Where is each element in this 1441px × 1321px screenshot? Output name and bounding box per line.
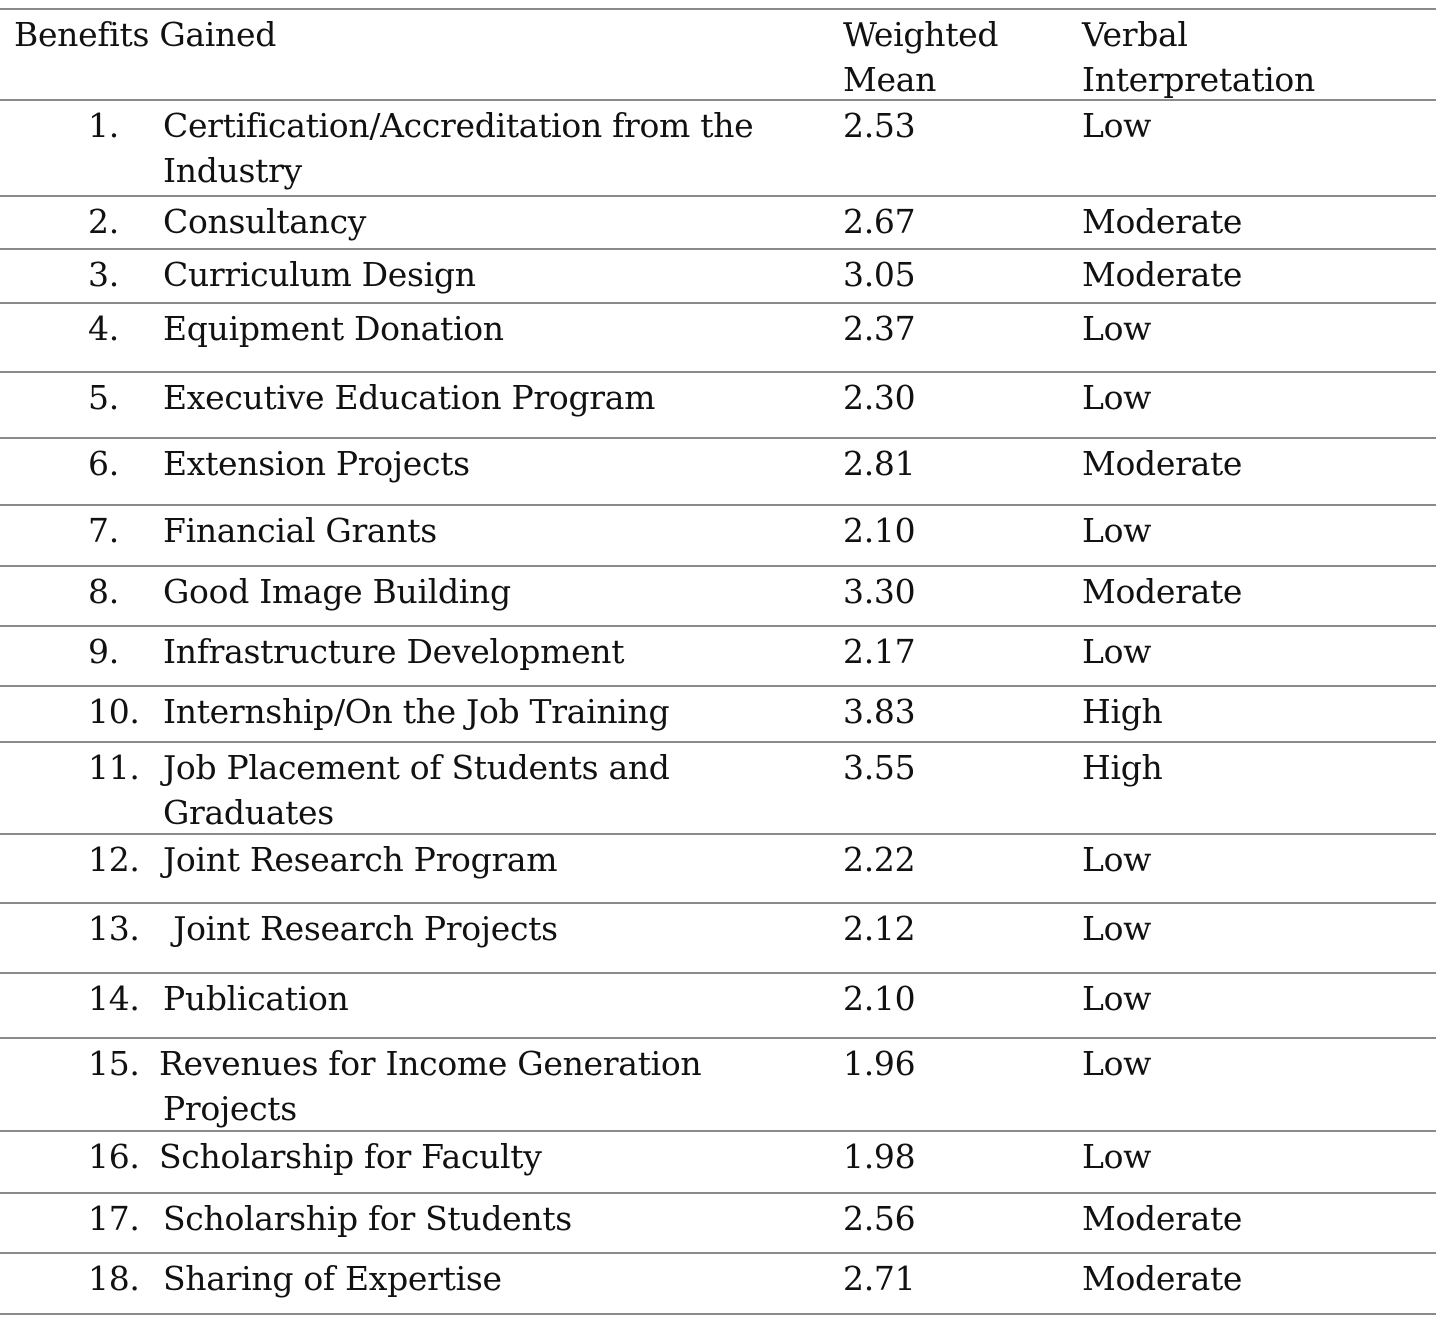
weighted-mean-value: 2.30 [843,378,916,417]
verbal-interpretation-value: Low [1082,1137,1152,1176]
verbal-interpretation-value: Low [1082,1044,1152,1083]
benefit-label-line1: Certification/Accreditation from the [163,106,754,145]
row-divider [0,741,1436,743]
row-number: 12. [88,840,140,879]
benefit-label-line1: Financial Grants [163,511,437,550]
benefit-label-line1: Scholarship for Faculty [159,1137,542,1176]
benefit-label [163,689,669,734]
row-divider [0,302,1436,304]
benefit-label-line1: Extension Projects [163,444,470,483]
benefit-label-line1: Revenues for Income Generation [159,1044,702,1083]
benefit-label-line1: Curriculum Design [163,255,476,294]
verbal-interpretation-value: High [1082,692,1163,731]
row-number: 16. [88,1137,140,1176]
benefit-label-line1: Consultancy [163,202,367,241]
weighted-mean-value: 2.22 [843,840,916,879]
row-number: 11. [88,748,140,787]
row-number: 14. [88,979,140,1018]
header-weighted-mean-line1: Weighted [843,15,999,54]
weighted-mean-value: 2.81 [843,444,916,483]
verbal-interpretation-value: Moderate [1082,255,1243,294]
row-number: 9. [88,632,119,671]
row-divider [0,437,1436,439]
weighted-mean-value: 2.17 [843,632,916,671]
header-verbal-line1: Verbal [1082,15,1188,54]
row-divider [0,371,1436,373]
weighted-mean-value: 2.67 [843,202,916,241]
row-number: 18. [88,1259,140,1298]
verbal-interpretation-value: Low [1082,840,1152,879]
verbal-interpretation-value: Moderate [1082,444,1243,483]
row-number: 10. [88,692,140,731]
header-verbal-interpretation [1082,12,1315,102]
benefit-label [163,837,557,882]
benefit-label [163,906,558,951]
verbal-interpretation-value: Moderate [1082,572,1243,611]
row-divider [0,1313,1436,1315]
weighted-mean-value: 3.55 [843,748,916,787]
benefit-label-line2: Industry [163,151,302,190]
benefit-label-line1: Infrastructure Development [163,632,625,671]
row-number: 2. [88,202,119,241]
row-number: 1. [88,106,119,145]
row-number: 5. [88,378,119,417]
weighted-mean-value: 3.30 [843,572,916,611]
weighted-mean-value: 3.05 [843,255,916,294]
row-number: 6. [88,444,119,483]
row-divider [0,1130,1436,1132]
row-divider [0,833,1436,835]
benefit-label [163,508,437,553]
benefit-label [163,569,511,614]
verbal-interpretation-value: Moderate [1082,202,1243,241]
benefit-label-line1: Publication [163,979,349,1018]
benefit-label [159,1041,701,1131]
row-number: 7. [88,511,119,550]
weighted-mean-value: 1.96 [843,1044,916,1083]
weighted-mean-value: 2.53 [843,106,916,145]
verbal-interpretation-value: Moderate [1082,1259,1243,1298]
benefit-label [163,976,348,1021]
row-number: 13. [88,909,140,948]
table-top-rule [0,8,1436,10]
row-divider [0,972,1436,974]
verbal-interpretation-value: Low [1082,979,1152,1018]
weighted-mean-value: 2.10 [843,511,916,550]
benefit-label-line2: Graduates [163,793,334,832]
verbal-interpretation-value: Low [1082,632,1152,671]
header-verbal-line2: Interpretation [1082,60,1315,99]
weighted-mean-value: 3.83 [843,692,916,731]
benefit-label [163,199,366,244]
verbal-interpretation-value: Low [1082,378,1152,417]
row-divider [0,195,1436,197]
row-number: 3. [88,255,119,294]
row-divider [0,625,1436,627]
header-benefits-gained: Benefits Gained [14,15,277,54]
benefit-label [163,1196,572,1241]
weighted-mean-value: 1.98 [843,1137,916,1176]
verbal-interpretation-value: Low [1082,106,1152,145]
row-divider [0,1252,1436,1254]
verbal-interpretation-value: Low [1082,909,1152,948]
verbal-interpretation-value: Low [1082,511,1152,550]
benefit-label-line1: Equipment Donation [163,309,504,348]
header-bottom-rule [0,99,1436,101]
benefit-label [163,629,624,674]
row-divider [0,248,1436,250]
header-weighted-mean [843,12,998,102]
row-divider [0,685,1436,687]
benefit-label [163,1256,502,1301]
benefit-label [163,103,753,193]
benefit-label-line1: Scholarship for Students [163,1199,572,1238]
weighted-mean-value: 2.56 [843,1199,916,1238]
benefit-label-line1: Good Image Building [163,572,511,611]
benefit-label [163,441,470,486]
row-divider [0,565,1436,567]
verbal-interpretation-value: Moderate [1082,1199,1243,1238]
weighted-mean-value: 2.71 [843,1259,916,1298]
benefit-label-line1: Joint Research Program [163,840,558,879]
row-divider [0,902,1436,904]
benefit-label [163,745,670,835]
row-divider [0,1192,1436,1194]
row-number: 15. [88,1044,140,1083]
benefit-label-line1: Executive Education Program [163,378,656,417]
benefit-label-line1: Sharing of Expertise [163,1259,502,1298]
benefit-label [163,306,504,351]
weighted-mean-value: 2.12 [843,909,916,948]
weighted-mean-value: 2.37 [843,309,916,348]
benefit-label-line1: Joint Research Projects [163,909,558,948]
benefit-label [163,252,476,297]
benefit-label-line1: Internship/On the Job Training [163,692,670,731]
row-number: 8. [88,572,119,611]
row-number: 4. [88,309,119,348]
verbal-interpretation-value: Low [1082,309,1152,348]
benefit-label [163,375,655,420]
benefit-label-line1: Job Placement of Students and [163,748,670,787]
verbal-interpretation-value: High [1082,748,1163,787]
row-divider [0,1037,1436,1039]
row-number: 17. [88,1199,140,1238]
benefit-label [159,1134,542,1179]
row-divider [0,504,1436,506]
benefit-label-line2: Projects [163,1089,297,1128]
weighted-mean-value: 2.10 [843,979,916,1018]
header-weighted-mean-line2: Mean [843,60,937,99]
